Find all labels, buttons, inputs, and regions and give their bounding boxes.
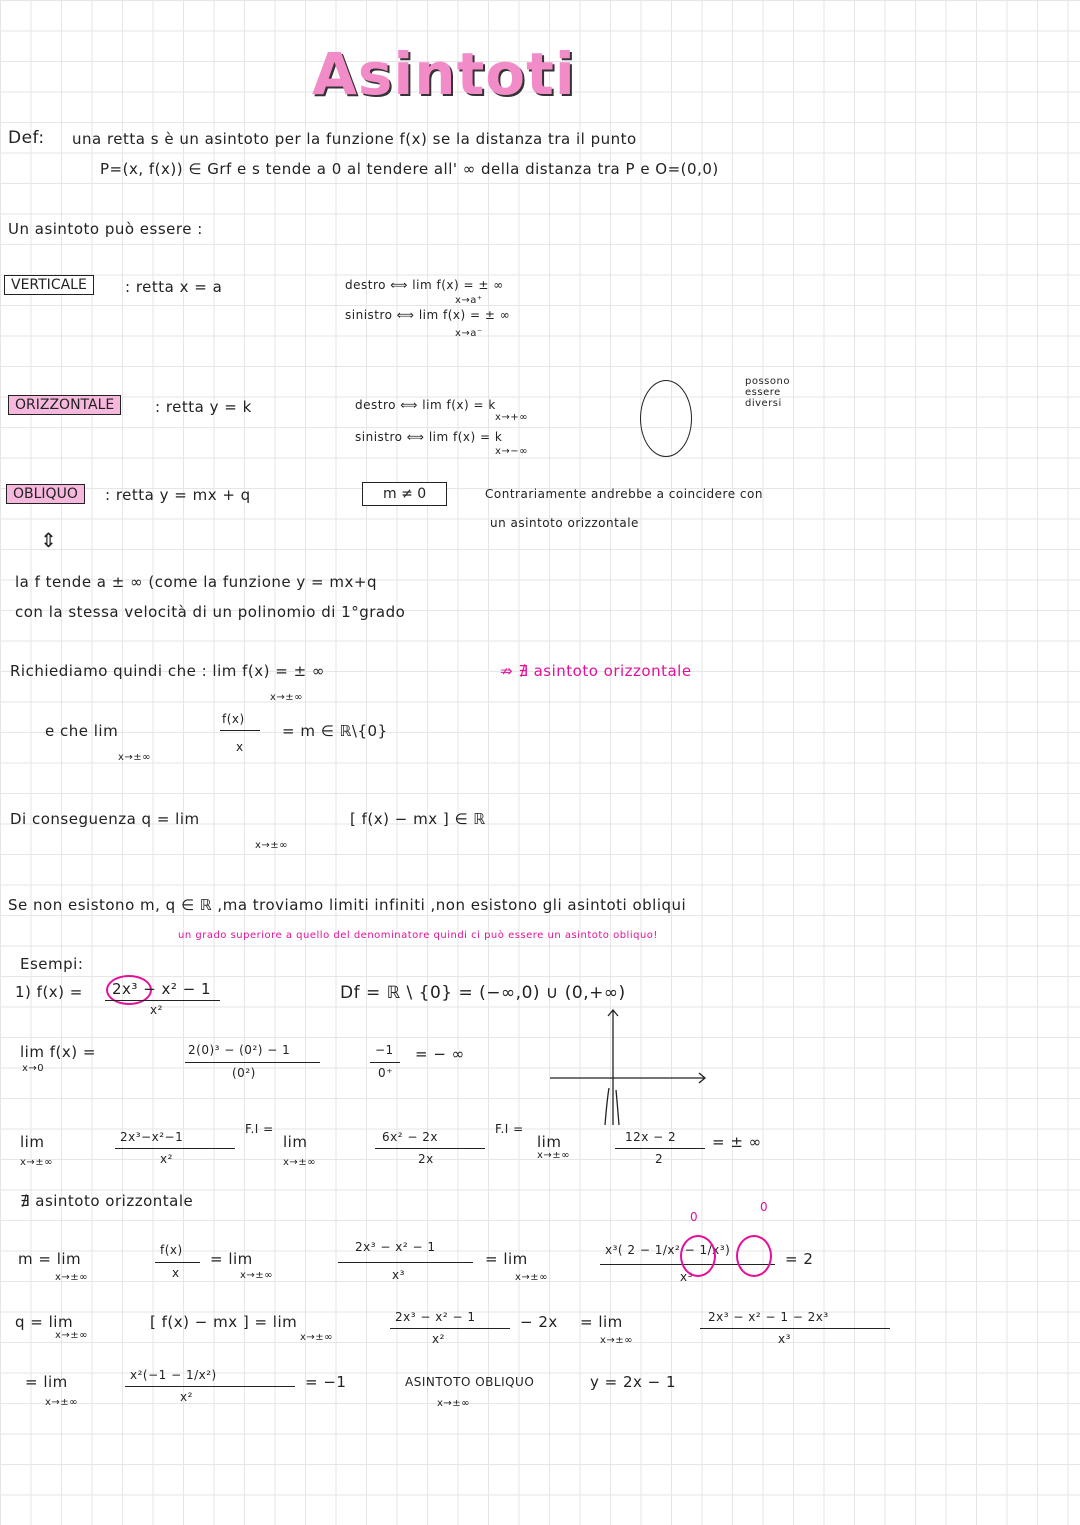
liminf-label-2: lim xyxy=(283,1133,308,1151)
oblique-eq: : retta y = mx + q xyxy=(105,486,251,504)
oblique-label: OBLIQUO xyxy=(6,484,85,504)
m-den-2: x³ xyxy=(392,1268,405,1282)
q-label: q = lim xyxy=(15,1313,74,1331)
lim0-res-den: 0⁺ xyxy=(378,1066,393,1080)
q-minus: − 2x xyxy=(520,1313,558,1331)
vertical-right: destro ⟺ lim f(x) = ± ∞ xyxy=(345,278,504,292)
liminf-label: lim xyxy=(20,1133,45,1151)
lim0-res-num: −1 xyxy=(375,1043,394,1057)
page-title: Asintoti xyxy=(312,40,576,108)
liminf-den-2: 2x xyxy=(418,1152,434,1166)
requirement-2-num: f(x) xyxy=(222,712,245,726)
liminf-den-1: x² xyxy=(160,1152,173,1166)
lim0-label: lim f(x) = xyxy=(20,1043,96,1061)
lim0-sub: x→0 xyxy=(22,1063,45,1074)
liminf-num-1: 2x³−x²−1 xyxy=(120,1130,184,1144)
horizontal-note: possono essere diversi xyxy=(745,376,790,409)
liminf-num-2: 6x² − 2x xyxy=(382,1130,438,1144)
fi-label-2: F.I = xyxy=(495,1122,524,1136)
oblique-cond-note-1: Contrariamente andrebbe a coincidere con xyxy=(485,487,763,501)
oblique-desc-2: con la stessa velocità di un polinomio di 1°grado xyxy=(15,603,406,621)
q-mid: [ f(x) − mx ] = lim xyxy=(150,1313,298,1331)
vertical-left: sinistro ⟺ lim f(x) = ± ∞ xyxy=(345,308,511,322)
m-num-3: x³( 2 − 1/x² − 1/x³) xyxy=(605,1243,731,1257)
oblique-asymptote-eq: y = 2x − 1 xyxy=(590,1373,677,1391)
m-num-1: f(x) xyxy=(160,1243,183,1257)
m-result: = 2 xyxy=(785,1250,814,1268)
q-sub: x→±∞ xyxy=(55,1330,89,1341)
horizontal-right-sub: x→+∞ xyxy=(495,412,529,423)
q-num-2: 2x³ − x² − 1 − 2x³ xyxy=(708,1310,829,1324)
requirement-2-post: = m ∈ ℝ\{0} xyxy=(282,722,388,740)
horizontal-left: sinistro ⟺ lim f(x) = k xyxy=(355,430,503,444)
horizontal-eq: : retta y = k xyxy=(155,398,252,416)
m-lim-3: = lim xyxy=(485,1250,528,1268)
def-label: Def: xyxy=(8,128,45,148)
liminf-result: = ± ∞ xyxy=(712,1133,762,1151)
q-den-2: x³ xyxy=(778,1332,791,1346)
q-lim: = lim xyxy=(580,1313,623,1331)
q-den-1: x² xyxy=(432,1332,445,1346)
domain: Df = ℝ \ {0} = (−∞,0) ∪ (0,+∞) xyxy=(340,983,626,1003)
non-exist-text: Se non esistono m, q ∈ ℝ ,ma troviamo limiti infiniti ,non esistono gli asintoti obliqui xyxy=(8,896,687,914)
zero-note-1: 0 xyxy=(690,1210,699,1224)
q2-num: x²(−1 − 1/x²) xyxy=(130,1368,217,1382)
vertical-eq: : retta x = a xyxy=(125,278,223,296)
vertical-left-sub: x→a⁻ xyxy=(455,328,483,339)
function-denominator: x² xyxy=(150,1003,163,1017)
liminf-num-3: 12x − 2 xyxy=(625,1130,677,1144)
q2-sub: x→±∞ xyxy=(45,1397,79,1408)
term-circle-2 xyxy=(736,1235,772,1277)
vertical-right-sub: x→a⁺ xyxy=(455,295,483,306)
requirement-2: e che lim xyxy=(45,722,119,740)
lim0-num: 2(0)³ − (0²) − 1 xyxy=(188,1043,291,1057)
m-den-1: x xyxy=(172,1266,180,1280)
m-sub-2: x→±∞ xyxy=(240,1270,274,1281)
no-horizontal: ∄ asintoto orizzontale xyxy=(20,1192,194,1210)
requirement-2-den: x xyxy=(236,740,244,754)
k-circle xyxy=(640,380,692,457)
liminf-sub-2: x→±∞ xyxy=(283,1157,317,1168)
liminf-sub-3: x→±∞ xyxy=(537,1150,571,1161)
requirement-1-note: ⇏ ∄ asintoto orizzontale xyxy=(500,662,692,680)
term-circle-1 xyxy=(680,1235,716,1277)
example-note: un grado superiore a quello del denominatore quindi ci può essere un asintoto obliquo! xyxy=(178,930,658,941)
function-label: 1) f(x) = xyxy=(15,983,83,1001)
q2-den: x² xyxy=(180,1390,193,1404)
m-label: m = lim xyxy=(18,1250,82,1268)
q-lim-sub: x→±∞ xyxy=(600,1335,634,1346)
m-den-3: x³ xyxy=(680,1270,693,1284)
m-sub: x→±∞ xyxy=(55,1272,89,1283)
consequence: Di conseguenza q = lim xyxy=(10,810,200,828)
horizontal-left-sub: x→−∞ xyxy=(495,446,529,457)
consequence-post: [ f(x) − mx ] ∈ ℝ xyxy=(350,810,486,828)
m-num-2: 2x³ − x² − 1 xyxy=(355,1240,436,1254)
vertical-label: VERTICALE xyxy=(4,275,94,295)
zero-note-2: 0 xyxy=(760,1200,769,1214)
requirement-1-sub: x→±∞ xyxy=(270,692,304,703)
q-mid-sub: x→±∞ xyxy=(300,1332,334,1343)
oblique-desc-1: la f tende a ± ∞ (come la funzione y = mx+q xyxy=(15,573,377,591)
requirement-2-sub: x→±∞ xyxy=(118,752,152,763)
oblique-cond-note-2: un asintoto orizzontale xyxy=(490,516,639,530)
graph-sketch xyxy=(545,1000,715,1130)
horizontal-right: destro ⟺ lim f(x) = k xyxy=(355,398,496,412)
requirement-1: Richiediamo quindi che : lim f(x) = ± ∞ xyxy=(10,662,325,680)
horizontal-label: ORIZZONTALE xyxy=(8,395,121,415)
oblique-condition: m ≠ 0 xyxy=(362,482,447,506)
liminf-sub: x→±∞ xyxy=(20,1157,54,1168)
fi-label-1: F.I = xyxy=(245,1122,274,1136)
consequence-sub: x→±∞ xyxy=(255,840,289,851)
liminf-label-3: lim xyxy=(537,1133,562,1151)
lim0-den: (0²) xyxy=(232,1066,256,1080)
m-sub-3: x→±∞ xyxy=(515,1272,549,1283)
function-numerator: 2x³ − x² − 1 xyxy=(112,980,212,998)
q2-label: = lim xyxy=(25,1373,68,1391)
intro-text: Un asintoto può essere : xyxy=(8,220,203,238)
m-lim-2: = lim xyxy=(210,1250,253,1268)
oblique-asymptote-sub: x→±∞ xyxy=(437,1398,471,1409)
liminf-den-3: 2 xyxy=(655,1152,664,1166)
q-num-1: 2x³ − x² − 1 xyxy=(395,1310,476,1324)
def-line-1: una retta s è un asintoto per la funzione f(x) se la distanza tra il punto xyxy=(72,130,637,148)
oblique-asymptote-label: ASINTOTO OBLIQUO xyxy=(405,1375,535,1389)
lim0-result: = − ∞ xyxy=(415,1045,465,1063)
examples-label: Esempi: xyxy=(20,955,84,973)
def-line-2: P=(x, f(x)) ∈ Grf e s tende a 0 al tendere all' ∞ della distanza tra P e O=(0,0) xyxy=(100,160,719,178)
q2-result: = −1 xyxy=(305,1373,347,1391)
iff-arrow-icon: ⇕ xyxy=(40,528,58,552)
